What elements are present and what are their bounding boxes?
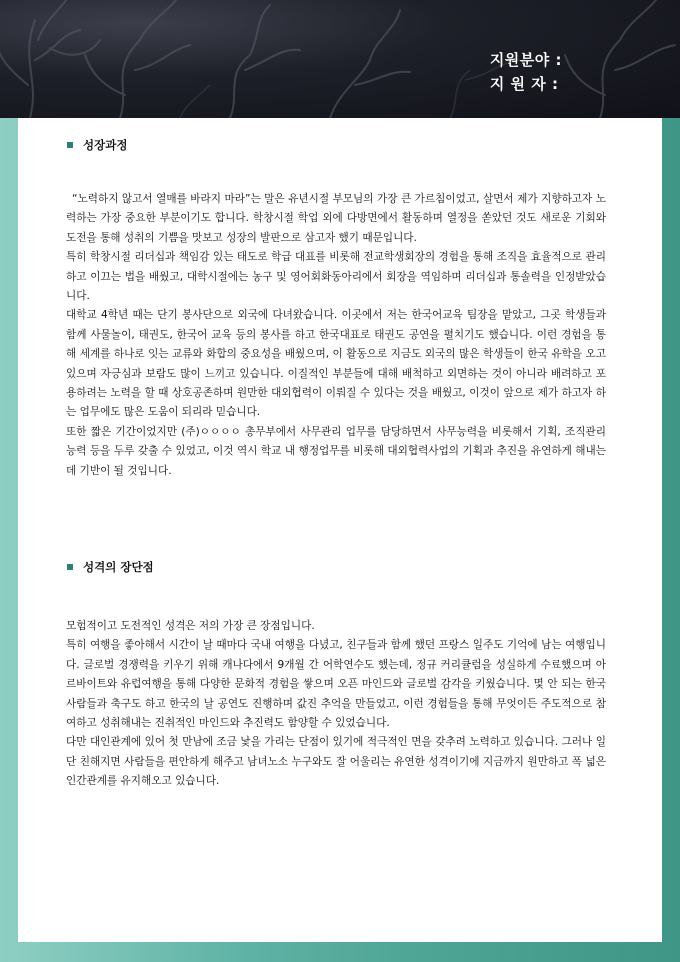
paragraph: 대학교 4학년 때는 단기 봉사단으로 외국에 다녀왔습니다. 이곳에서 저는 한국어교육 팀장을 맡았고, 그곳 학생들과 함께 사물놀이, 태권도, 한국어 교육 등의 봉사를 하고 한국대표로 태권도 공연을 펼치기도 했습니다. 이런 경험을 통해 세계를 하나로 잇는 교류와 화합의 중요성을 배웠으며, 이 활동으로 지금도 외국의 많은 학생들이 한국 유학을 오고 있으며 자긍심과 보람도 많이 느끼고 있습니다. 이질적인 부분들에 대해 배척하고 외면하는 것이 아니라 배려하고 포용하려는 노력을 할 때 상호공존하며 원만한 대외협력이 이뤄질 수 있다는 것을 배웠고, 이것이 앞으로 제가 하고자 하는 업무에도 많은 도움이 되리라 믿습니다. bbox=[66, 309, 606, 419]
square-bullet-icon bbox=[67, 142, 73, 148]
paragraph: 특히 학창시절 리더십과 책임감 있는 태도로 학급 대표를 비롯해 전교학생회장의 경험을 통해 조직을 효율적으로 관리하고 이끄는 법을 배웠고, 대학시절에는 농구 및 영어회화동아리에서 회장을 역임하며 리더십과 통솔력을 인정받았습니다. bbox=[66, 251, 606, 303]
paragraph: “노력하지 않고서 열매를 바라지 마라”는 말은 유년시절 부모님의 가장 큰 가르침이었고, 살면서 제가 지향하고자 노력하는 가장 중요한 부분이기도 합니다. 학창시절 학업 외에 다방면에서 활동하며 열정을 쏟았던 것도 새로운 기회와 도전을 통해 성취의 기쁨을 맛보고 성장의 발판으로 삼고자 했기 때문입니다. bbox=[66, 193, 606, 244]
section-growth-background bbox=[66, 135, 606, 481]
header-banner bbox=[0, 0, 680, 118]
section-heading bbox=[66, 557, 606, 577]
section-title: 성격의 장단점 bbox=[83, 560, 154, 574]
coral-branch-decoration bbox=[0, 0, 680, 118]
paragraph: 모험적이고 도전적인 성격은 저의 가장 큰 장점입니다. bbox=[66, 620, 315, 632]
section-personality bbox=[66, 557, 606, 792]
section-heading bbox=[66, 135, 606, 155]
application-fields bbox=[490, 48, 562, 96]
paragraph: 특히 여행을 좋아해서 시간이 날 때마다 국내 여행을 다녔고, 친구들과 함께 했던 프랑스 일주도 기억에 남는 여행입니다. 글로벌 경쟁력을 키우기 위해 캐나다에서 9개월 간 어학연수도 했는데, 정규 커리큘럼을 성실하게 수료했으며 아르바이트와 유럽여행을 통해 다양한 문화적 경험을 쌓으며 오픈 마인드와 글로벌 감각을 키웠습니다. 몇 안 되는 한국사람들과 축구도 하고 한국의 날 공연도 진행하며 값진 추억을 만들었고, 이런 경험들을 통해 무엇이든 주도적으로 참여하고 성취해내는 진취적인 마인드와 추진력도 함양할 수 있었습니다. bbox=[66, 639, 606, 730]
paragraph: 다만 대인관계에 있어 첫 만남에 조금 낯을 가리는 단점이 있기에 적극적인 면을 갖추려 노력하고 있습니다. 그러나 일단 친해지면 사람들을 편안하게 해주고 남녀노소 누구와도 잘 어울리는 유연한 성격이기에 지금까지 원만하고 폭 넓은 인간관계를 유지해오고 있습니다. bbox=[66, 736, 606, 788]
section-title: 성장과정 bbox=[83, 138, 128, 152]
field-area-label: 지원분야 : bbox=[489, 51, 562, 69]
paragraph: 또한 짧은 기간이었지만 (주)ㅇㅇㅇㅇ 총무부에서 사무관리 업무를 담당하면서 사무능력을 비롯해서 기획, 조직관리 능력 등을 두루 갖출 수 있었고, 이것 역시 학교 내 행정업무를 비롯해 대외협력사업의 기획과 추진을 유연하게 해내는데 기반이 될 것입니다. bbox=[66, 425, 606, 477]
applicant-label: 지 원 자 : bbox=[489, 75, 559, 93]
square-bullet-icon bbox=[67, 564, 73, 570]
